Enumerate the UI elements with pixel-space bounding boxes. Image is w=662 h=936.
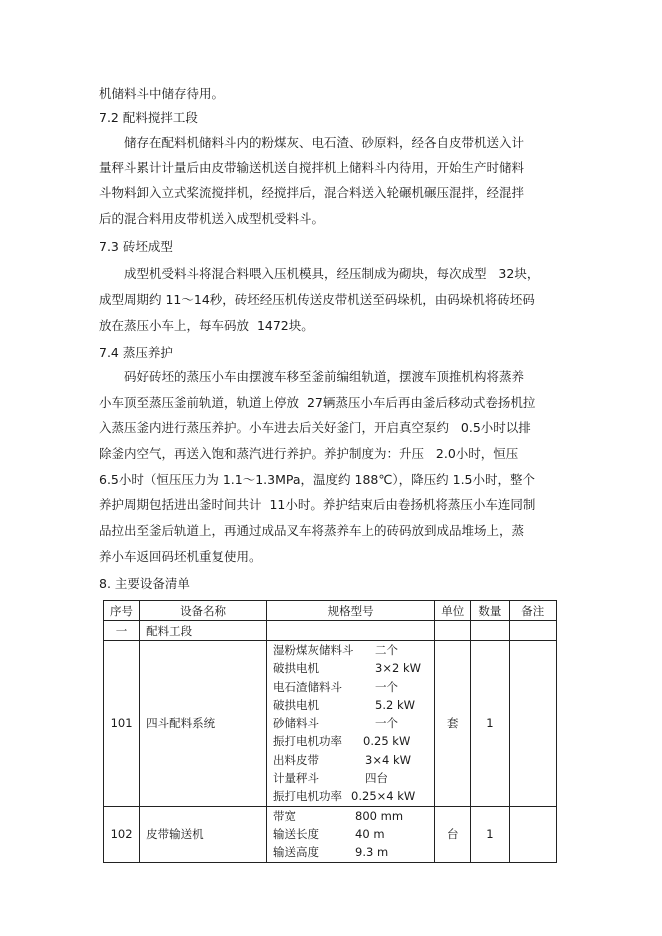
section-heading-7-2: 7.2 配料搅拌工段 [99, 110, 198, 125]
spec-line [267, 825, 434, 843]
empty-cell [471, 621, 509, 641]
spec-line [267, 787, 434, 805]
section-heading-7-3: 7.3 砖坯成型 [99, 239, 173, 254]
text-line: 成型周期约 11～14秒，砖坯经压机传送皮带机送至码垛机，由码垛机将砖坯码 [99, 292, 535, 307]
empty-cell [267, 621, 435, 641]
spec-name: 计量秤斗 [273, 771, 320, 786]
spec-cell [267, 641, 435, 807]
spec-value: 一个 [375, 716, 399, 731]
text-line: 入蒸压釜内进行蒸压养护。小车进去后关好釜门，开启真空泵约 0.5小时以排 [99, 420, 531, 435]
spec-line [267, 696, 434, 714]
spec-line [267, 807, 434, 825]
spec-value: 四台 [365, 771, 389, 786]
spec-value: 40 m [355, 826, 385, 841]
quantity-cell: 1 [471, 641, 509, 807]
text-line: 码好砖坯的蒸压小车由摆渡车移至釜前编组轨道，摆渡车顶推机构将蒸养 [124, 369, 525, 384]
spec-value: 二个 [375, 643, 399, 657]
section-heading-7-4: 7.4 蒸压养护 [99, 345, 173, 360]
spec-value: 3×4 kW [365, 752, 411, 767]
spec-line [267, 714, 434, 732]
header-cell-name: 设备名称 [140, 601, 267, 621]
header-cell-unit: 单位 [435, 601, 471, 621]
row-number: 102 [104, 806, 140, 862]
spec-name: 振打电机功率 [273, 789, 343, 804]
text-line: 6.5小时（恒压压力为 1.1～1.3MPa，温度约 188℃），降压约 1.5小时，整个 [99, 472, 536, 487]
header-cell-note: 备注 [509, 601, 557, 621]
header-cell-no: 序号 [104, 601, 140, 621]
equipment-name: 四斗配料系统 [140, 641, 267, 807]
spec-name: 破拱电机 [273, 661, 320, 676]
spec-line [267, 843, 434, 861]
spec-line [267, 769, 434, 787]
text-line: 除釜内空气，再送入饱和蒸汽进行养护。养护制度为：升压 2.0小时，恒压 [99, 446, 519, 461]
header-cell-spec: 规格型号 [267, 601, 435, 621]
spec-name: 破拱电机 [273, 697, 320, 712]
text-line: 放在蒸压小车上，每车码放 1472块。 [99, 318, 314, 333]
unit-cell: 台 [435, 806, 471, 862]
table-row [104, 641, 557, 807]
section-heading-8: 8. 主要设备清单 [99, 576, 190, 591]
spec-name: 砂储料斗 [273, 716, 320, 731]
quantity-cell: 1 [471, 806, 509, 862]
text-line: 品拉出至釜后轨道上，再通过成品叉车将蒸养车上的砖码放到成品堆场上，蒸 [99, 523, 525, 538]
spec-value: 0.25×4 kW [351, 789, 416, 804]
table-header-row [104, 601, 557, 621]
text-line: 养小车返回码坯机重复使用。 [99, 549, 262, 564]
table-section-row [104, 621, 557, 641]
empty-cell [435, 621, 471, 641]
spec-value: 9.3 m [355, 845, 389, 860]
table-row [104, 806, 557, 862]
section-name: 配料工段 [140, 621, 267, 641]
spec-line [267, 659, 434, 677]
text-line: 后的混合料用皮带机送入成型机受料斗。 [99, 211, 325, 226]
spec-value: 0.25 kW [363, 734, 411, 749]
spec-line [267, 732, 434, 750]
unit-cell: 套 [435, 641, 471, 807]
note-cell [509, 641, 557, 807]
header-cell-qty: 数量 [471, 601, 509, 621]
section-number: 一 [104, 621, 140, 641]
spec-line [267, 641, 434, 659]
equipment-table [103, 600, 557, 863]
empty-cell [509, 621, 557, 641]
spec-value: 一个 [375, 679, 399, 694]
spec-value: 800 mm [355, 808, 404, 823]
spec-name: 带宽 [273, 808, 297, 823]
spec-name: 出料皮带 [273, 752, 320, 767]
spec-cell [267, 806, 435, 862]
spec-name: 振打电机功率 [273, 734, 343, 749]
spec-name: 湿粉煤灰储料斗 [273, 643, 354, 657]
equipment-name: 皮带输送机 [140, 806, 267, 862]
text-line: 成型机受料斗将混合料喂入压机模具，经压制成为砌块，每次成型 32块， [124, 266, 540, 281]
text-line: 机储料斗中储存待用。 [99, 86, 225, 101]
text-line: 量秤斗累计计量后由皮带输送机送自搅拌机上储料斗内待用，开始生产时储料 [99, 160, 525, 175]
text-line: 小车顶至蒸压釜前轨道，轨道上停放 27辆蒸压小车后再由釜后移动式卷扬机拉 [99, 395, 536, 410]
text-line: 斗物料卸入立式桨流搅拌机，经搅拌后，混合料送入轮碾机碾压混拌，经混拌 [99, 185, 525, 200]
text-line: 养护周期包括进出釜时间共计 11小时。养护结束后由卷扬机将蒸压小车连同制 [99, 497, 536, 512]
spec-line [267, 751, 434, 769]
spec-name: 输送高度 [273, 845, 320, 860]
row-number: 101 [104, 641, 140, 807]
text-line: 储存在配料机储料斗内的粉煤灰、电石渣、砂原料，经各自皮带机送入计 [124, 135, 525, 150]
spec-value: 3×2 kW [375, 661, 421, 676]
note-cell [509, 806, 557, 862]
spec-name: 输送长度 [273, 826, 320, 841]
spec-value: 5.2 kW [375, 697, 416, 712]
spec-line [267, 678, 434, 696]
spec-name: 电石渣储料斗 [273, 679, 343, 694]
